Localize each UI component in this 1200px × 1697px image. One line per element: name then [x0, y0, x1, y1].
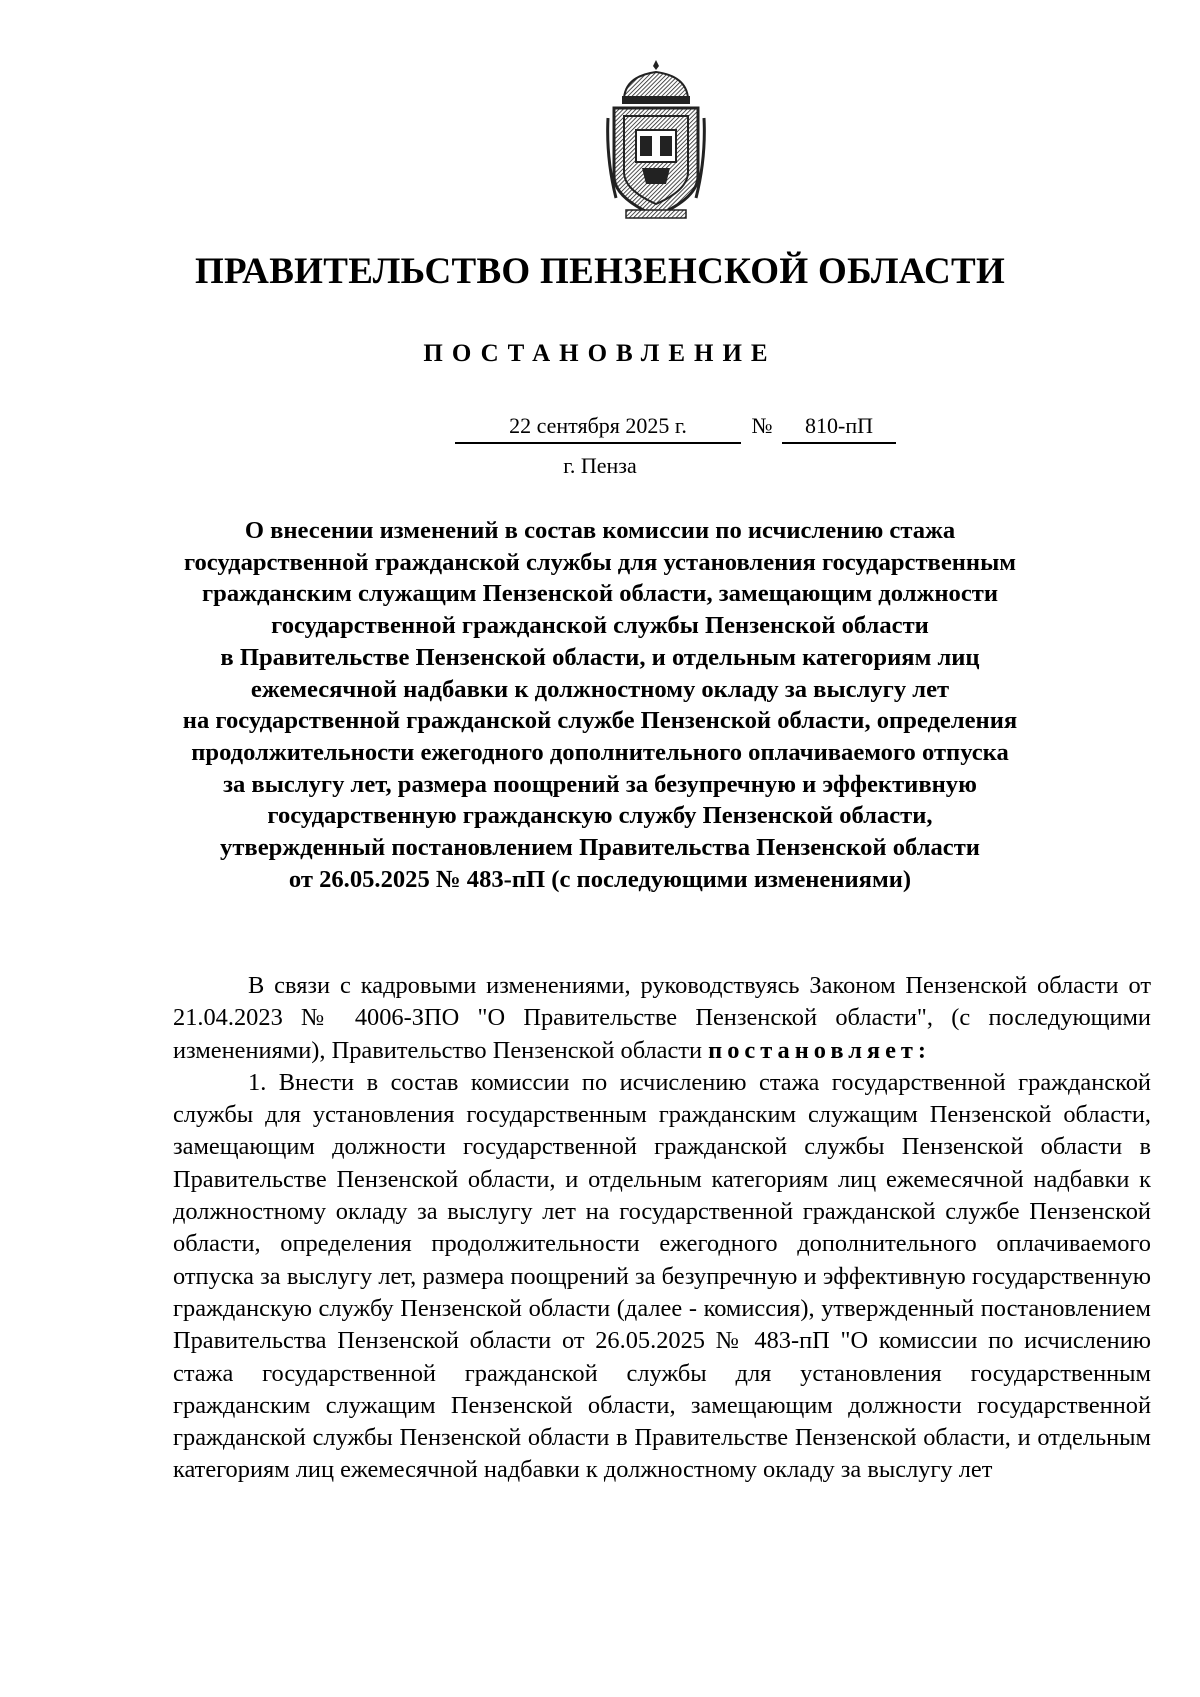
number-sign: № [751, 413, 773, 438]
subject-line: за выслугу лет, размера поощрений за безупречную и эффективную [223, 770, 977, 798]
coat-of-arms-icon [606, 58, 706, 222]
subject-line: в Правительстве Пензенской области, и отдельным категориям лиц [220, 643, 980, 671]
preamble-paragraph [173, 970, 1151, 1067]
document-number: 810-пП [782, 410, 896, 444]
document-subject [160, 515, 1040, 895]
subject-line: от 26.05.2025 № 483-пП (с последующими изменениями) [288, 865, 912, 893]
subject-line: О внесении изменений в состав комиссии по исчислению стажа [244, 517, 956, 544]
subject-line: продолжительности ежегодного дополнительного оплачиваемого отпуска [191, 738, 1009, 766]
preamble-text: В связи с кадровыми изменениями, руководствуясь Законом Пензенской области от 21.04.2023 № 4006-ЗПО "О Правительстве Пензенской области", (с последующими изменениями), Правительство Пензенской области [173, 972, 1151, 1064]
document-type: ПОСТАНОВЛЕНИЕ [423, 340, 777, 367]
document-body [173, 970, 1151, 1487]
item-1-paragraph: 1. Внести в состав комиссии по исчислению стажа государственной гражданской службы для установления государственным гражданским служащим Пензенской области, замещающим должности государственной гражданской службы Пензенской области в Правительстве Пензенской области, и отдельным категориям лиц ежемесячной надбавки к должностному окладу за выслугу лет на государственной гражданской службе Пензенской области, определения продолжительности ежегодного дополнительного оплачиваемого отпуска за выслугу лет, размера поощрений за безупречную и эффективную государственную гражданскую службу Пензенской области (далее - комиссия), утвержденный постановлением Правительства Пензенской области от 26.05.2025 № 483-пП "О комиссии по исчислению стажа государственной гражданской службы для установления государственным гражданским служащим Пензенской области, замещающим должности государственной гражданской службы Пензенской области в Правительстве Пензенской области, и отдельным категориям лиц ежемесячной надбавки к должностному окладу за выслугу лет [173, 1068, 1151, 1484]
date-number-line [0, 410, 1200, 442]
subject-line: на государственной гражданской службе Пензенской области, определения [182, 707, 1018, 735]
subject-line: государственную гражданскую службу Пензенской области, [267, 802, 933, 830]
city: г. Пенза [563, 453, 637, 478]
subject-line: утвержденный постановлением Правительства Пензенской области [220, 834, 980, 862]
subject-line: государственной гражданской службы для установления государственным [183, 548, 1017, 576]
document-date: 22 сентября 2025 г. [455, 410, 741, 444]
subject-line: государственной гражданской службы Пензенской области [271, 612, 929, 640]
organization-title: ПРАВИТЕЛЬСТВО ПЕНЗЕНСКОЙ ОБЛАСТИ [194, 251, 1006, 292]
subject-line: гражданским служащим Пензенской области, замещающим должности [201, 580, 998, 608]
subject-line: ежемесячной надбавки к должностному окладу за выслугу лет [250, 675, 950, 703]
decree-word: постановляет: [708, 1036, 932, 1064]
